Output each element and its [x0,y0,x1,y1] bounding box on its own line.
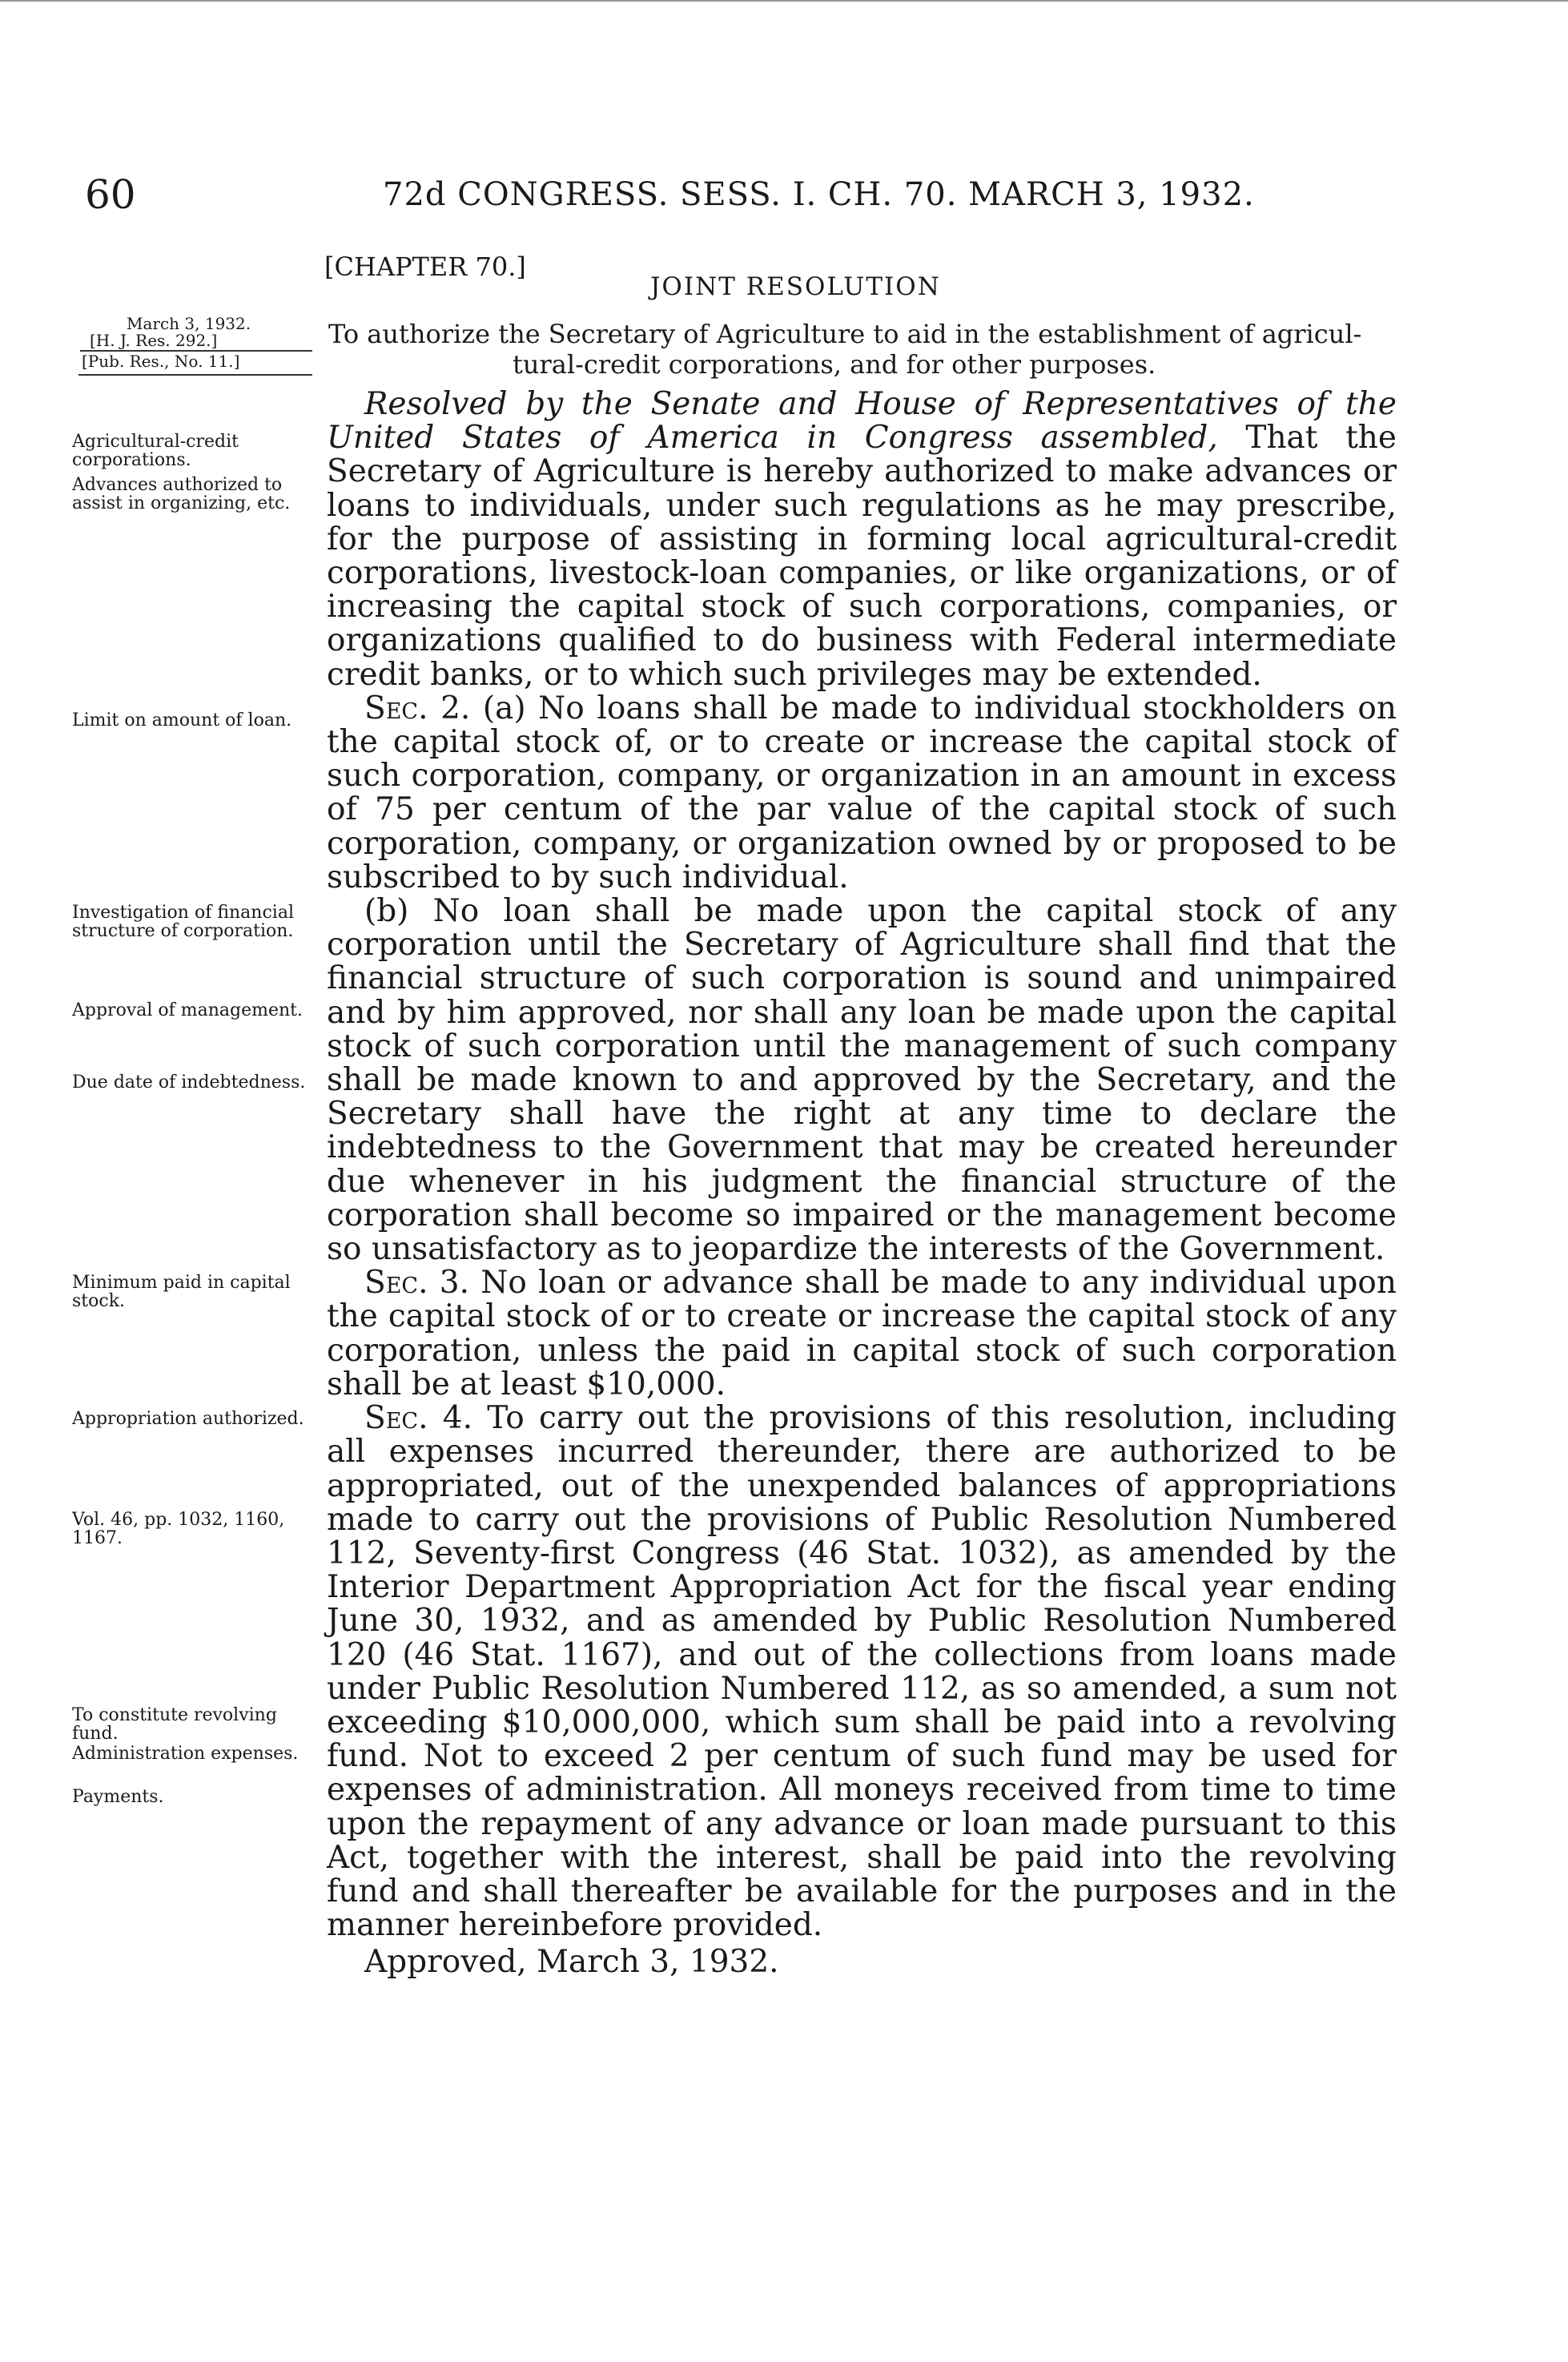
section-2-number: 2. [428,690,483,726]
page-number: 60 [85,171,136,218]
chapter-label: [CHAPTER 70.] [324,251,526,282]
margin-note-revolving-fund: To constitute revolving fund. [72,1705,277,1744]
section-3-number: 3. [428,1265,481,1302]
side-ref-rule-bottom [78,374,312,376]
side-ref-hj-res: [H. J. Res. 292.] [90,331,218,350]
section-label: Sec. [364,1400,428,1437]
section-3 [327,1266,1397,1402]
section-1-text: That the Secretary of Agriculture is hereby authorized to make advances or loans to individuals, under such regulations as he may prescribe, for the purpose of assisting in forming local agricultural-credit corporations, livestock-loan companies, or like organizations, or of increasing the capital stock of such corporations, companies, or organizations qualified to do business with Federal intermediate credit banks, or to which such privileges may be extended. [327,420,1397,693]
running-head: 72d CONGRESS. SESS. I. CH. 70. MARCH 3, 1932. [383,176,1255,213]
margin-note-approval: Approval of management. [72,1000,304,1020]
section-3-text: No loan or advance shall be made to any individual upon the capital stock of or to create or increase the capital stock of any corporation, unless the paid in capital stock of such corporation shall be at least $10,000. [327,1265,1397,1402]
enacting-clause: Resolved by the Senate and House of Representatives of the United States of America in Congress assembled, [327,386,1397,457]
margin-note-minimum: Minimum paid in capital stock. [72,1273,291,1311]
section-4 [327,1402,1397,1942]
margin-note-advances: Advances authorized to assist in organizing, etc. [72,475,291,513]
section-4-number: 4. [428,1400,488,1437]
resolution-title-line-1: To authorize the Secretary of Agriculture to aid in the establishment of agricul- [328,319,1362,349]
margin-note-due-date: Due date of indebtedness. [72,1072,306,1092]
approval-line: Approved, March 3, 1932. [364,1944,779,1981]
section-2b: (b) No loan shall be made upon the capital stock of any corporation until the Secretary of Agriculture shall find that the financial structure of such corporation is sound and unimpaired and by him approved, nor shall any loan be made upon the capital stock of such corporation until the management of such company shall be made known to and approved by the Secretary, and the Secretary shall have the right at any time to declare the indebtedness to the Government that may be created hereunder due whenever in his judgment the financial structure of the corporation shall become so impaired or the management become so unsatisfactory as to jeopardize the interests of the Government. [327,893,1397,1268]
margin-note-payments: Payments. [72,1787,164,1807]
joint-resolution-heading: JOINT RESOLUTION [650,272,941,301]
resolution-title-line-2: tural-credit corporations, and for other purposes. [513,349,1156,380]
resolution-body [327,388,1397,1980]
margin-note-agricultural-credit: Agricultural-credit corporations. [72,432,239,470]
margin-note-appropriation: Appropriation authorized. [72,1409,304,1429]
side-ref-date: March 3, 1932. [127,314,251,333]
margin-note-limit: Limit on amount of loan. [72,710,292,730]
margin-note-administration: Administration expenses. [72,1744,299,1764]
margin-note-investigation: Investigation of financial structure of corporation. [72,903,294,941]
section-2a [327,692,1397,895]
margin-note-volume-reference: Vol. 46, pp. 1032, 1160, 1167. [72,1510,285,1548]
side-ref-pub-res: [Pub. Res., No. 11.] [82,352,240,371]
section-2a-text: (a) No loans shall be made to individual stockholders on the capital stock of, or to create or increase the capital stock of such corporation, company, or organization in an amount in excess of 75 per centum of the par value of the capital stock of such corporation, company, or organization owned by or proposed to be subscribed to by such individual. [327,690,1397,895]
section-label: Sec. [364,1265,428,1302]
section-label: Sec. [364,690,428,726]
top-border [0,0,1568,2]
section-1 [327,388,1397,692]
section-4-text: To carry out the provisions of this resolution, including all expenses incurred thereunder, there are authorized to be appropriated, out of the unexpended balances of appropriations made to carry out the provisions of Public Resolution Numbered 112, Seventy-first Congress (46 Stat. 1032), as amended by the Interior Department Appropriation Act for the fiscal year ending June 30, 1932, and as amended by Public Resolution Numbered 120 (46 Stat. 1167), and out of the collections from loans made under Public Resolution Numbered 112, as so amended, a sum not exceeding $10,000,000, which sum shall be paid into a revolving fund. Not to exceed 2 per centum of such fund may be used for expenses of administration. All moneys received from time to time upon the repayment of any advance or loan made pursuant to this Act, together with the interest, shall be paid into the revolving fund and shall thereafter be available for the purposes and in the manner hereinbefore provided. [327,1400,1397,1944]
